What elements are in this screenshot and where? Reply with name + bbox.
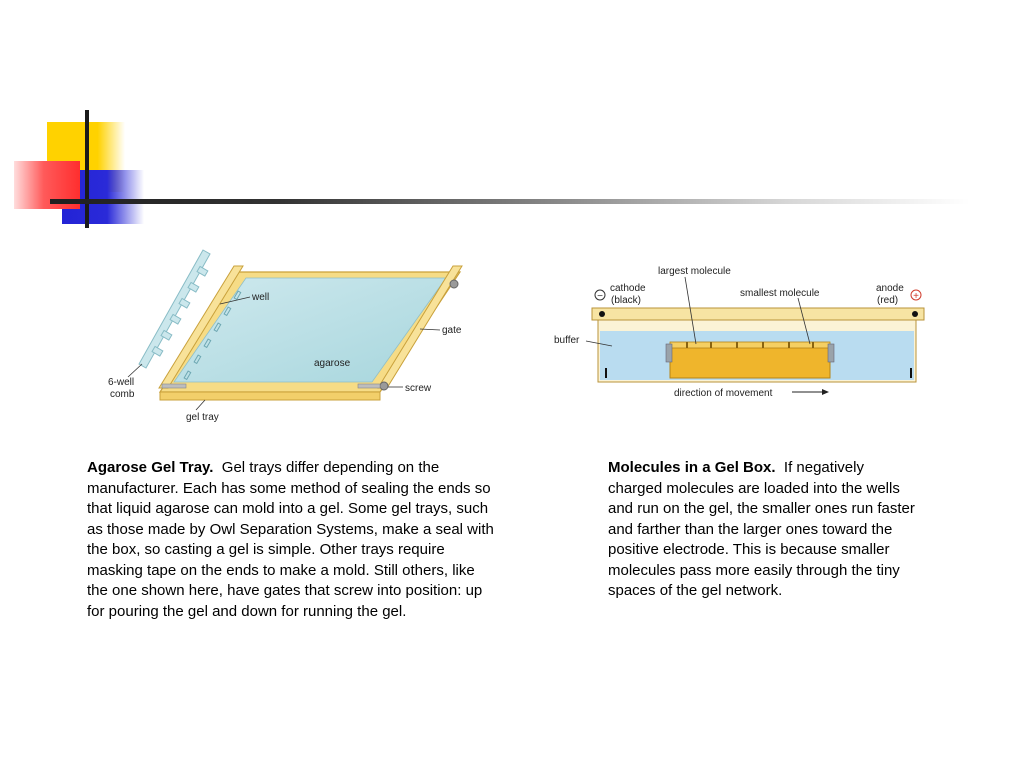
caption-gel-box bbox=[608, 458, 920, 602]
label-buffer: buffer bbox=[554, 335, 580, 346]
label-smallest-molecule: smallest molecule bbox=[740, 288, 820, 299]
label-direction: direction of movement bbox=[674, 388, 773, 399]
gel-tray-diagram bbox=[100, 242, 470, 432]
label-largest-molecule: largest molecule bbox=[658, 266, 731, 277]
decor-vertical-line bbox=[85, 110, 89, 228]
label-screw: screw bbox=[405, 383, 432, 394]
caption-gel-tray-body: Gel trays differ depending on the manufacturer. Each has some method of sealing the ends so that liquid agarose can mold into a gel. Some gel trays, such as those made by Owl Separation Systems, make a seal with the box, so casting a gel is simple. Other trays require masking tape on the ends to make a mold. Still others, like the one shown here, have gates that screw into position: up for pouring the gel and down for running the gel. bbox=[87, 459, 494, 620]
caption-gel-tray bbox=[87, 458, 499, 622]
label-anode-color: (red) bbox=[877, 295, 899, 306]
caption-gel-tray-title: Agarose Gel Tray. bbox=[87, 459, 214, 476]
label-cathode-color: (black) bbox=[611, 295, 642, 306]
label-agarose: agarose bbox=[314, 358, 351, 369]
gel-box-diagram bbox=[550, 258, 940, 408]
cathode-minus-symbol: − bbox=[597, 291, 603, 302]
label-gel-tray: gel tray bbox=[186, 412, 219, 423]
caption-gel-box-body: If negatively charged molecules are loaded into the wells and run on the gel, the smaller ones run faster and farther than the larger ones toward the positive electrode. This is because smaller molecules pass more easily through the tiny spaces of the gel network. bbox=[608, 459, 915, 599]
label-gate: gate bbox=[442, 325, 462, 336]
anode-plus-symbol: + bbox=[913, 291, 919, 302]
label-comb-line2: comb bbox=[110, 389, 135, 400]
label-anode: anode bbox=[876, 283, 904, 294]
label-well: well bbox=[252, 292, 270, 303]
label-comb-line1: 6-well bbox=[108, 377, 135, 388]
title-divider bbox=[50, 199, 970, 204]
label-cathode: cathode bbox=[610, 283, 646, 294]
caption-gel-box-title: Molecules in a Gel Box. bbox=[608, 459, 776, 476]
